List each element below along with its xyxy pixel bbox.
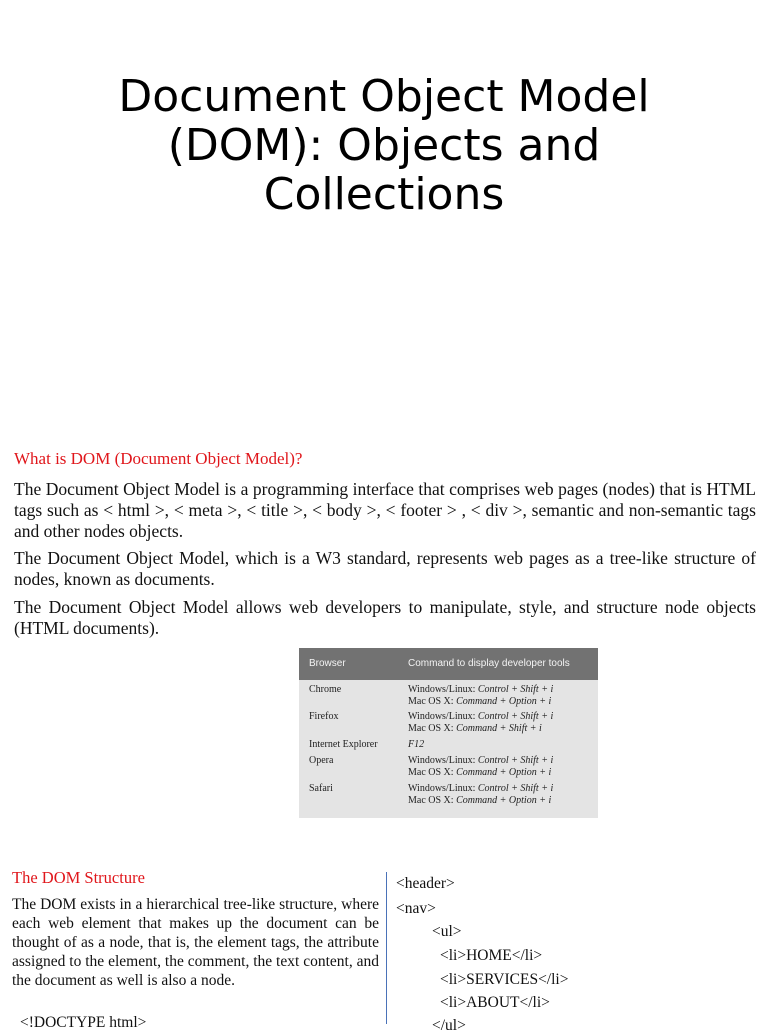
slide-title-line-3: Collections [263,169,505,220]
command-cell [408,711,553,735]
win-label: Windows/Linux: [408,711,476,722]
code-line: <nav> [396,900,436,917]
doctype-line: <!DOCTYPE html> [20,1014,147,1031]
mac-label: Mac OS X: [408,696,454,707]
single-keys: F12 [408,739,425,750]
table-header-browser: Browser [309,658,346,669]
browser-name: Internet Explorer [309,739,378,750]
mac-keys: Command + Option + i [456,767,552,778]
code-line: <ul> [432,923,462,940]
win-keys: Control + Shift + i [477,755,554,766]
table-header-command: Command to display developer tools [408,658,570,669]
mac-label: Mac OS X: [408,767,454,778]
win-keys: Control + Shift + i [477,684,554,695]
slide-title [0,72,768,219]
win-keys: Control + Shift + i [477,783,554,794]
section-heading-what-is-dom: What is DOM (Document Object Model)? [14,449,303,468]
code-line: <li>ABOUT</li> [440,994,550,1011]
command-cell [408,684,553,708]
mac-keys: Command + Option + i [456,795,552,806]
paragraph-3: The Document Object Model allows web developers to manipulate, style, and structure node objects (HTML documents). [14,597,756,638]
browser-name: Firefox [309,711,339,722]
command-cell [408,783,553,807]
column-divider [386,872,387,1024]
slide-title-line-1: Document Object Model [118,71,650,122]
browser-name: Safari [309,783,333,794]
win-label: Windows/Linux: [408,755,476,766]
slide-title-line-2: (DOM): Objects and [167,120,601,171]
win-label: Windows/Linux: [408,684,476,695]
paragraph-1: The Document Object Model is a programming interface that comprises web pages (nodes) that is HTML tags such as < html >, < meta >, < title >, < body >, < footer > , < div >, semantic and non-semantic tags and other nodes objects. [14,479,756,541]
devtools-table [299,648,598,818]
browser-name: Opera [309,755,334,766]
code-line: </ul> [432,1017,466,1034]
browser-name: Chrome [309,684,342,695]
win-label: Windows/Linux: [408,783,476,794]
command-cell [408,755,553,779]
command-cell [408,739,424,751]
paragraph-2: The Document Object Model, which is a W3 standard, represents web pages as a tree-like structure of nodes, known as documents. [14,548,756,589]
mac-label: Mac OS X: [408,723,454,734]
mac-keys: Command + Shift + i [456,723,542,734]
code-line: <li>SERVICES</li> [440,971,569,988]
table-header [299,648,598,680]
section-heading-dom-structure: The DOM Structure [12,868,145,887]
dom-structure-paragraph: The DOM exists in a hierarchical tree-like structure, where each web element that makes up the document can be thought of as a node, that is, the element tags, the attribute assigned to the element, the comment, the text content, and the document as well is also a node. [12,896,379,989]
mac-label: Mac OS X: [408,795,454,806]
mac-keys: Command + Option + i [456,696,552,707]
code-line: <header> [396,875,455,892]
win-keys: Control + Shift + i [477,711,554,722]
code-line: <li>HOME</li> [440,947,543,964]
